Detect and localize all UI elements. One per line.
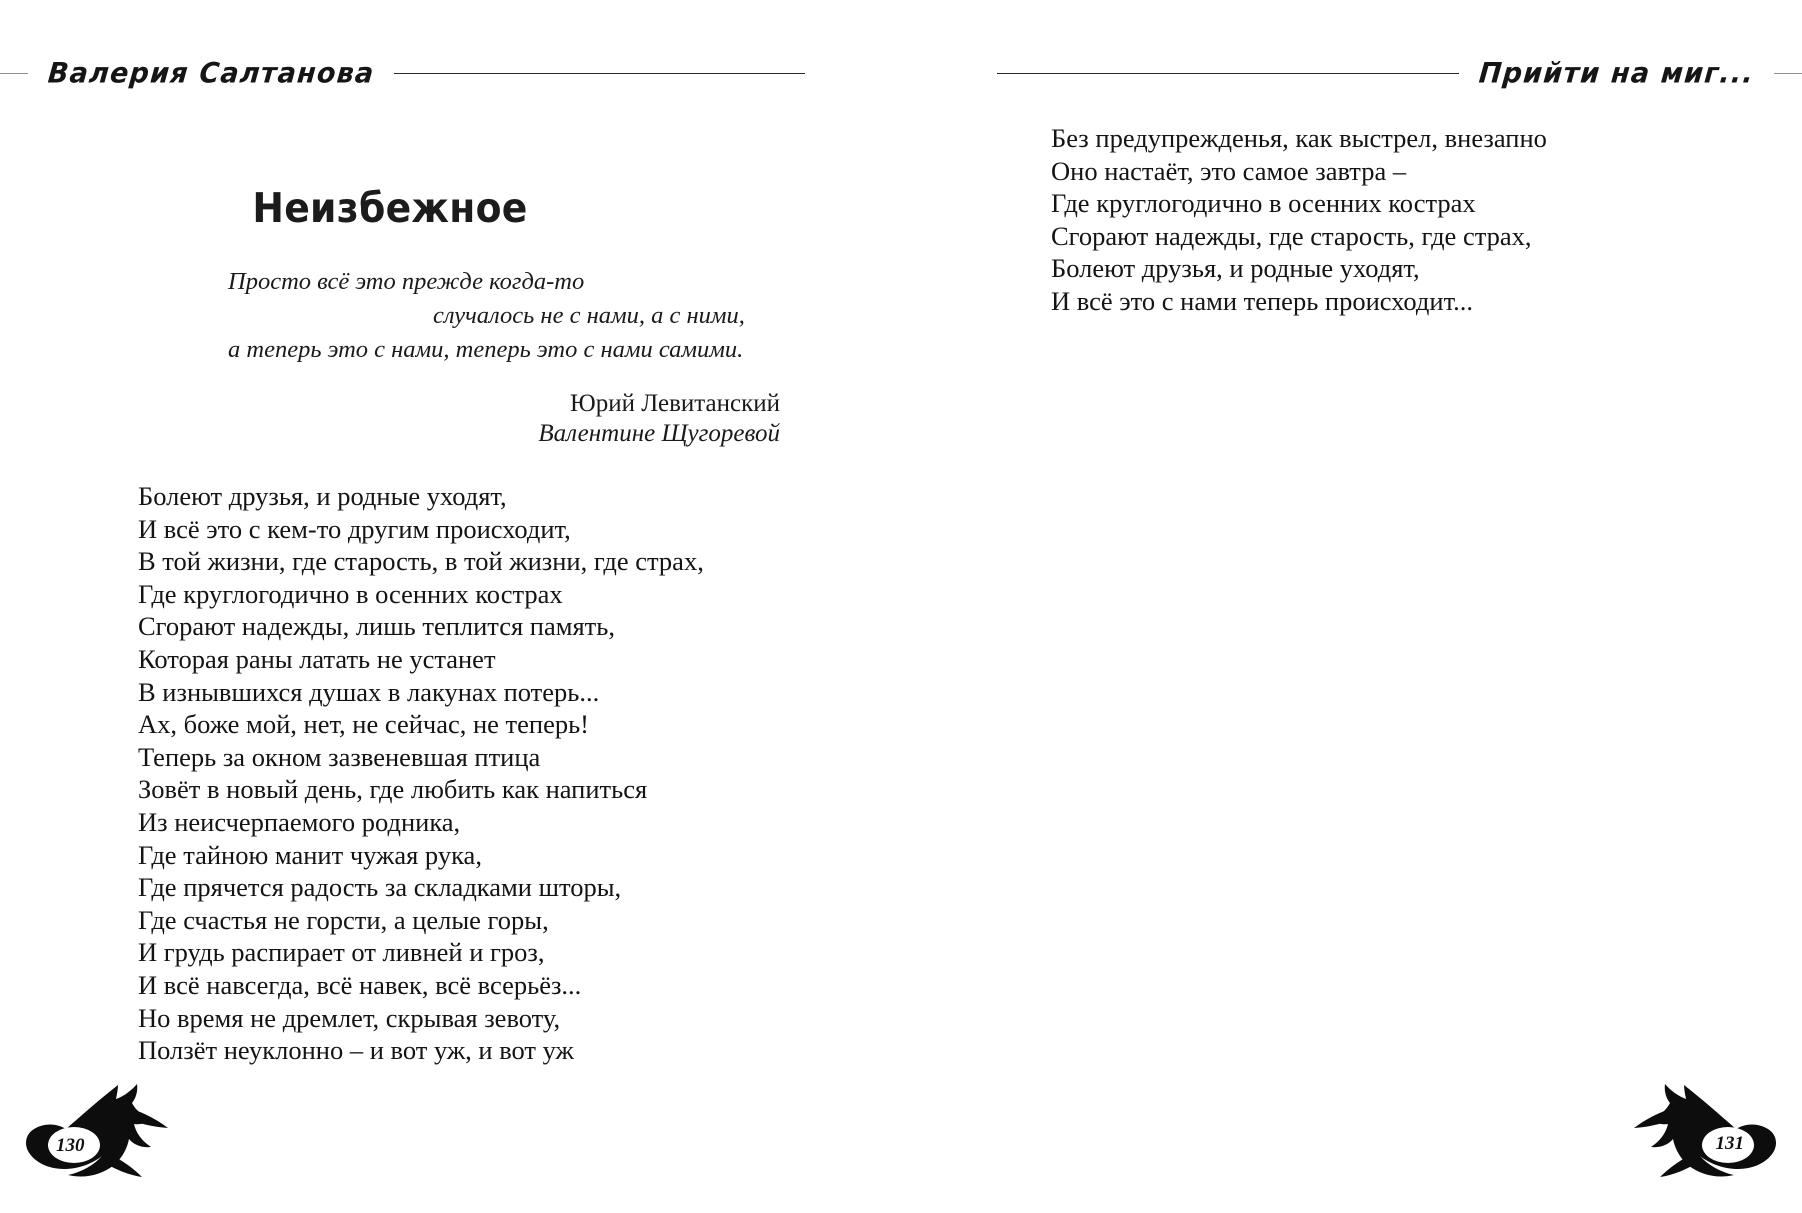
left-poem-body [138, 480, 704, 1067]
running-head-rule-start [0, 73, 28, 74]
poem-line: И всё это с кем-то другим происходит, [138, 513, 571, 544]
right-running-head-title: Прийти на миг... [1477, 56, 1756, 90]
poem-line: Болеют друзья, и родные уходят, [138, 481, 507, 511]
epigraph-line-1: Просто всё это прежде когда-то [228, 268, 585, 295]
poem-line: Сгорают надежды, лишь теплится память, [138, 611, 615, 642]
right-poem-body [1051, 122, 1547, 318]
swallow-bird-icon [22, 1079, 172, 1199]
poem-line: Где круглогодично в осенних кострах [138, 578, 563, 609]
poem-line: Без предупрежденья, как выстрел, внезапно [1051, 123, 1547, 153]
poem-line: Где круглогодично в осенних кострах [1051, 188, 1476, 219]
epigraph-line-3: а теперь это с нами, теперь это с нами самими. [228, 336, 744, 363]
epigraph-author: Юрий Левитанский [570, 390, 780, 417]
poem-line: Ползёт неуклонно – и вот уж, и вот уж [138, 1035, 574, 1066]
poem-line: Но время не дремлет, скрывая зевоту, [138, 1002, 561, 1033]
poem-line: Из неисчерпаемого родника, [138, 806, 461, 837]
right-page [901, 0, 1802, 1213]
poem-line: В той жизни, где старость, в той жизни, где страх, [138, 546, 704, 577]
right-page-number: 131 [1715, 1133, 1744, 1154]
poem-line: Где тайною манит чужая рука, [138, 839, 482, 870]
right-folio [1630, 1079, 1780, 1199]
poem-line: Зовёт в новый день, где любить как напиться [138, 774, 648, 805]
right-running-head [997, 52, 1802, 94]
left-running-head-title: Валерия Салтанова [46, 56, 376, 90]
epigraph [228, 265, 780, 421]
dedication: Валентине Щугоревой [538, 420, 780, 447]
swallow-bird-icon [1630, 1079, 1780, 1199]
left-running-head [0, 52, 805, 94]
running-head-rule-end [394, 73, 805, 74]
poem-line: Ах, боже мой, нет, не сейчас, не теперь! [138, 709, 590, 740]
poem-line: В изнывшихся душах в лакунах потерь... [138, 676, 600, 707]
poem-line: Где счастья не горсти, а целые горы, [138, 904, 549, 935]
poem-line: Сгорают надежды, где старость, где страх, [1051, 220, 1532, 251]
poem-line: И всё это с нами теперь происходит... [1051, 285, 1474, 316]
poem-line: Которая раны латать не устанет [138, 643, 496, 674]
poem-line: Оно настаёт, это самое завтра – [1051, 155, 1407, 186]
poem-line: Болеют друзья, и родные уходят, [1051, 253, 1420, 284]
poem-line: Теперь за окном зазвеневшая птица [138, 741, 541, 772]
poem-line: Где прячется радость за складками шторы, [138, 872, 622, 903]
running-head-rule-start [997, 73, 1459, 74]
left-page-number: 130 [56, 1135, 85, 1156]
poem-line: И всё навсегда, всё навек, всё всерьёз... [138, 969, 582, 1000]
left-folio [22, 1079, 172, 1199]
poem-line: И грудь распирает от ливней и гроз, [138, 937, 545, 968]
epigraph-line-2: случалось не с нами, а с ними, [433, 302, 745, 329]
page-title: Неизбежное [252, 184, 528, 232]
running-head-rule-end [1774, 73, 1802, 74]
